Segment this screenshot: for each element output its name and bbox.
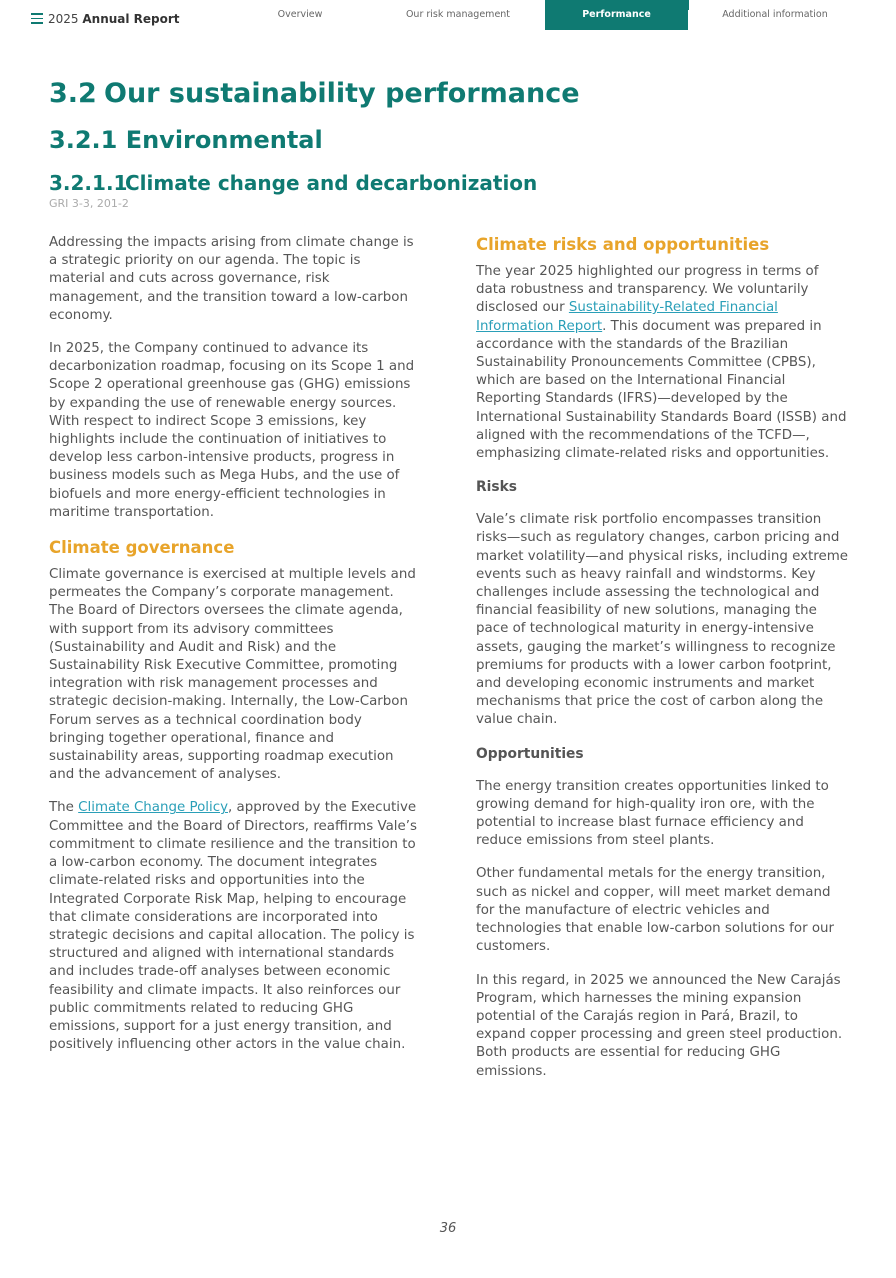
nav-tab-risk-management[interactable]: Our risk management xyxy=(405,9,511,20)
opportunities-paragraph-2: Other fundamental metals for the energy transition, such as nickel and copper, will meet market demand for the manufacture of electric vehicles and technologies that enable low-carbon solutions for our customers. xyxy=(476,866,835,955)
gri-reference: GRI 3-3, 201-2 xyxy=(49,197,129,210)
nav-tab-additional-information[interactable]: Additional information xyxy=(722,9,828,20)
disclosure-paragraph xyxy=(476,263,850,463)
nav-tab-performance[interactable]: Performance xyxy=(545,0,688,30)
climate-governance-heading: Climate governance xyxy=(49,538,235,558)
opportunities-heading: Opportunities xyxy=(476,745,584,762)
subsection-title: 3.2.1 Environmental xyxy=(49,126,323,154)
disclosure-text-post: . This document was prepared in accordance with the standards of the Brazilian Sustainability Pronouncements Committee (CPBS), which are based on the International Financial Reporting Standards (IFRS)—developed by the International Sustainability Standards Board (ISSB) and aligned with the recommendations of the TCFD—, emphasizing climate-related risks and opportunities. xyxy=(476,318,847,462)
subsubsection-title xyxy=(49,169,537,197)
decarbonization-paragraph: In 2025, the Company continued to advance its decarbonization roadmap, focusing on its Scope 1 and Scope 2 operational greenhouse gas (GHG) emissions by expanding the use of renewable energy sources. With respect to indirect Scope 3 emissions, key highlights include the continuation of initiatives to develop less carbon-intensive products, progress in business models such as Mega Hubs, and the use of biofuels and more energy-efficient technologies in maritime transportation. xyxy=(49,341,415,520)
section-title-text: Our sustainability performance xyxy=(104,78,580,109)
section-title xyxy=(49,76,580,112)
left-column xyxy=(49,234,420,1069)
subsubsection-number: 3.2.1.1 xyxy=(49,171,128,195)
section-number: 3.2 xyxy=(49,78,97,109)
opportunities-paragraph-1: The energy transition creates opportunities linked to growing demand for high-quality iron ore, with the potential to increase blast furnace efficiency and reduce emissions from steel plants. xyxy=(476,778,829,849)
page-number: 36 xyxy=(439,1221,457,1236)
subsubsection-title-text: Climate change and decarbonization xyxy=(125,171,538,195)
active-tab-marker xyxy=(686,0,689,10)
brand-title: Annual Report xyxy=(82,12,180,26)
opportunities-paragraph-3: In this regard, in 2025 we announced the New Carajás Program, which harnesses the mining expansion potential of the Carajás region in Pará, Brazil, to expand copper processing and green steel production. Both products are essential for reducing GHG emissions. xyxy=(476,972,843,1079)
intro-paragraph: Addressing the impacts arising from climate change is a strategic priority on our agenda. The topic is material and cuts across governance, risk management, and the transition toward a low-carbon economy. xyxy=(49,235,414,323)
climate-risks-opportunities-heading: Climate risks and opportunities xyxy=(476,235,770,254)
disclosure-text-pre: The year 2025 highlighted our progress in terms of data robustness and transparency. We voluntarily disclosed our xyxy=(476,264,819,316)
nav-tab-overview[interactable]: Overview xyxy=(277,9,323,20)
governance-paragraph: Climate governance is exercised at multiple levels and permeates the Company’s corporate management. The Board of Directors oversees the climate agenda, with support from its advisory committees (Sustainability and Audit and Risk) and the Sustainability Risk Executive Committee, promoting integration with risk management processes and strategic decision-making. Internally, the Low-Carbon Forum serves as a technical coordination body bringing together operational, finance and sustainability areas, supporting roadmap execution and the advancement of analyses. xyxy=(49,567,416,783)
brand-year: 2025 xyxy=(48,12,79,26)
risks-paragraph: Vale’s climate risk portfolio encompasses transition risks—such as regulatory changes, carbon pricing and market volatility—and physical risks, including extreme events such as heavy rainfall and windstorms. Key challenges include assessing the technological and financial feasibility of new solutions, managing the pace of technological maturity in energy-intensive assets, gauging the market’s willingness to recognize premiums for products with a lower carbon footprint, and developing economic instruments and market mechanisms that price the cost of carbon along the value chain. xyxy=(476,512,848,728)
top-navigation-bar xyxy=(0,0,896,32)
report-brand[interactable] xyxy=(48,12,180,26)
policy-paragraph xyxy=(49,799,420,1054)
hamburger-menu-icon[interactable] xyxy=(31,13,43,24)
risks-heading: Risks xyxy=(476,479,517,496)
climate-change-policy-link[interactable]: Climate Change Policy xyxy=(78,800,228,816)
sustainability-report-link[interactable]: Sustainability-Related Financial Information Report xyxy=(476,300,778,334)
right-column xyxy=(476,234,850,1096)
policy-text-post: , approved by the Executive Committee and the Board of Directors, reaffirms Vale’s commitment to climate resilience and the transition to a low-carbon economy. The document integrates climate-related risks and opportunities into the Integrated Corporate Risk Map, helping to encourage that climate considerations are incorporated into strategic decisions and capital allocation. The policy is structured and aligned with international standards and includes trade-off analyses between economic feasibility and climate impacts. It also reinforces our public commitments related to reducing GHG emissions, support for a just energy transition, and positively influencing other actors in the value chain. xyxy=(49,800,417,1053)
policy-text-pre: The xyxy=(49,800,79,816)
